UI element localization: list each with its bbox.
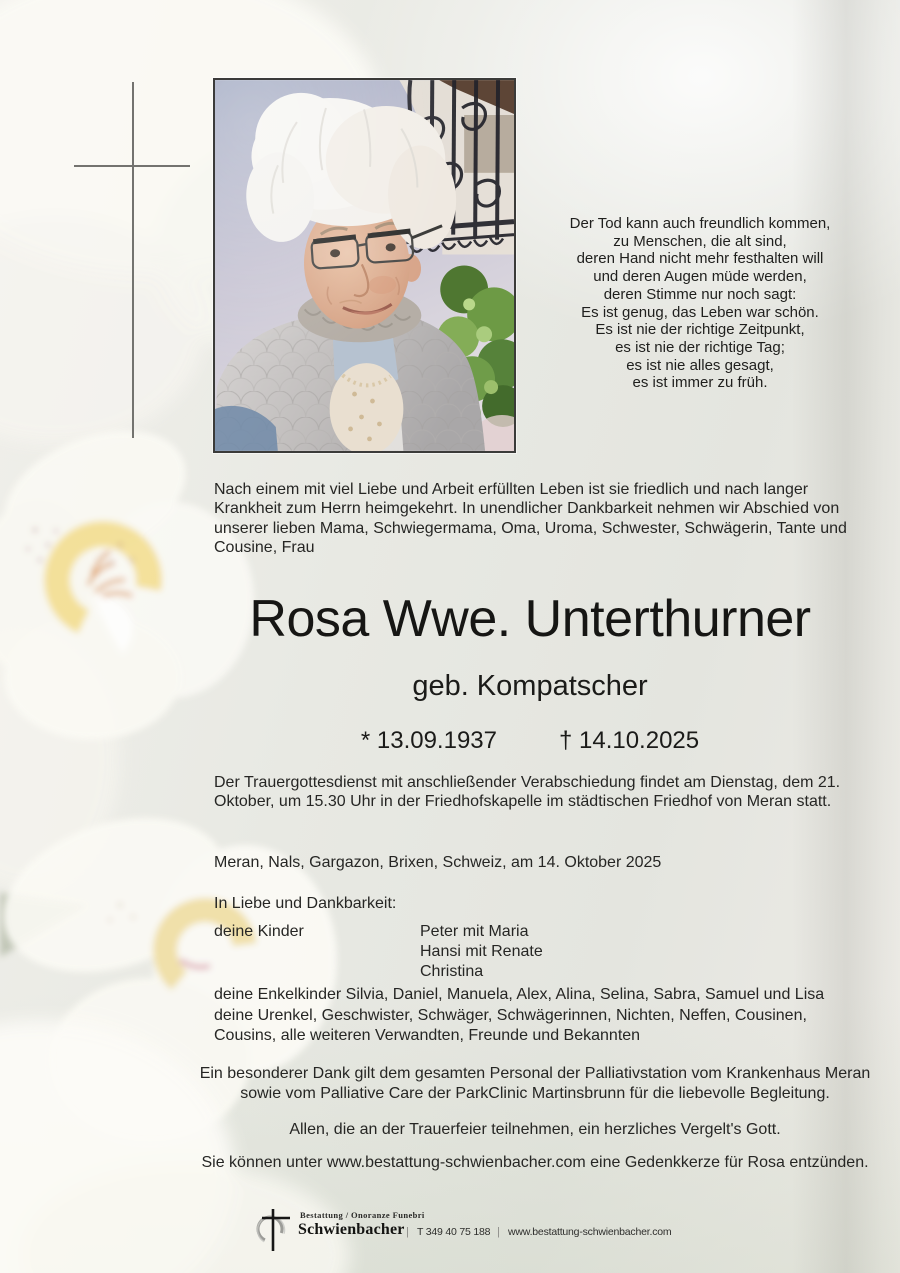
life-dates xyxy=(160,727,900,755)
relatives-line: deine Enkelkinder Silvia, Daniel, Manuela, Alex, Alina, Selina, Sabra, Samuel und Lisa xyxy=(214,986,825,1003)
places-date-line: Meran, Nals, Gargazon, Brixen, Schweiz, am 14. Oktober 2025 xyxy=(214,854,662,871)
portrait-illustration xyxy=(215,80,514,451)
relatives-line: Cousins, alle weiteren Verwandten, Freunde und Bekannten xyxy=(214,1027,641,1044)
poem-line: und deren Augen müde werden, xyxy=(593,268,807,286)
poem-block xyxy=(535,215,865,392)
mourning-heading: In Liebe und Dankbarkeit: xyxy=(214,895,397,912)
deceased-name: Rosa Wwe. Unterthurner xyxy=(249,590,811,648)
poem-line: Es ist genug, das Leben war schön. xyxy=(581,303,819,321)
thanks-special: Ein besonderer Dank gilt dem gesamten Personal der Palliativstation vom Krankenhaus Meran sowie vom Palliative Care der ParkClinic Martinsbrunn für die liebevolle Begleitung. xyxy=(199,1065,871,1102)
thanks-attendees: Allen, die an der Trauerfeier teilnehmen, ein herzliches Vergelt's Gott. xyxy=(289,1121,781,1138)
children-label: deine Kinder xyxy=(214,923,304,940)
footer-phone: T 349 40 75 188 xyxy=(417,1226,491,1238)
poem-line: Es ist nie der richtige Zeitpunkt, xyxy=(595,321,805,339)
logo-cross-icon xyxy=(256,1205,296,1253)
poem-line: deren Stimme nur noch sagt: xyxy=(603,285,797,303)
children-names xyxy=(420,922,543,982)
death-date: † 14.10.2025 xyxy=(558,727,700,754)
poem-line: Der Tod kann auch freundlich kommen, xyxy=(569,215,831,232)
poem-line: es ist nie der richtige Tag; xyxy=(615,338,785,356)
poem-line: zu Menschen, die alt sind, xyxy=(613,232,787,250)
child-name: Christina xyxy=(420,963,484,980)
poem-line: es ist nie alles gesagt, xyxy=(626,356,774,374)
maiden-name: geb. Kompatscher xyxy=(412,670,648,702)
relatives-line: deine Urenkel, Geschwister, Schwäger, Schwägerinnen, Nichten, Neffen, Cousinen, xyxy=(214,1006,807,1024)
logo-tagline: Bestattung / Onoranze Funebri xyxy=(300,1210,425,1220)
poem-line: es ist immer zu früh. xyxy=(632,374,768,392)
intro-paragraph: Nach einem mit viel Liebe und Arbeit erfüllten Leben ist sie friedlich und nach langer Krankheit zum Herrn heimgekehrt. In unendlicher Dankbarkeit nehmen wir Abschied von unserer lieben Mama, Schwiegermama, Oma, Uroma, Schwester, Schwägerin, Tante und Cousine, Frau xyxy=(214,481,847,556)
footer-separator: | xyxy=(406,1226,409,1238)
relatives-lines xyxy=(214,985,824,1047)
poem-line: deren Hand nicht mehr festhalten will xyxy=(576,250,824,268)
child-name: Peter mit Maria xyxy=(420,923,529,940)
footer-website-link[interactable]: www.bestattung-schwienbacher.com xyxy=(508,1226,672,1238)
portrait-photo xyxy=(213,78,516,453)
birth-date: * 13.09.1937 xyxy=(360,727,497,754)
footer-separator: | xyxy=(497,1226,500,1238)
thanks-candle: Sie können unter www.bestattung-schwienbacher.com eine Gedenkkerze für Rosa entzünden. xyxy=(201,1154,869,1171)
logo-brand: Schwienbacher xyxy=(298,1221,405,1238)
funeral-announcement: Der Trauergottesdienst mit anschließender Verabschiedung findet am Dienstag, dem 21. Oktober, um 15.30 Uhr in der Friedhofskapelle im städtischen Friedhof von Meran statt. xyxy=(214,774,841,811)
child-name: Hansi mit Renate xyxy=(420,943,543,960)
